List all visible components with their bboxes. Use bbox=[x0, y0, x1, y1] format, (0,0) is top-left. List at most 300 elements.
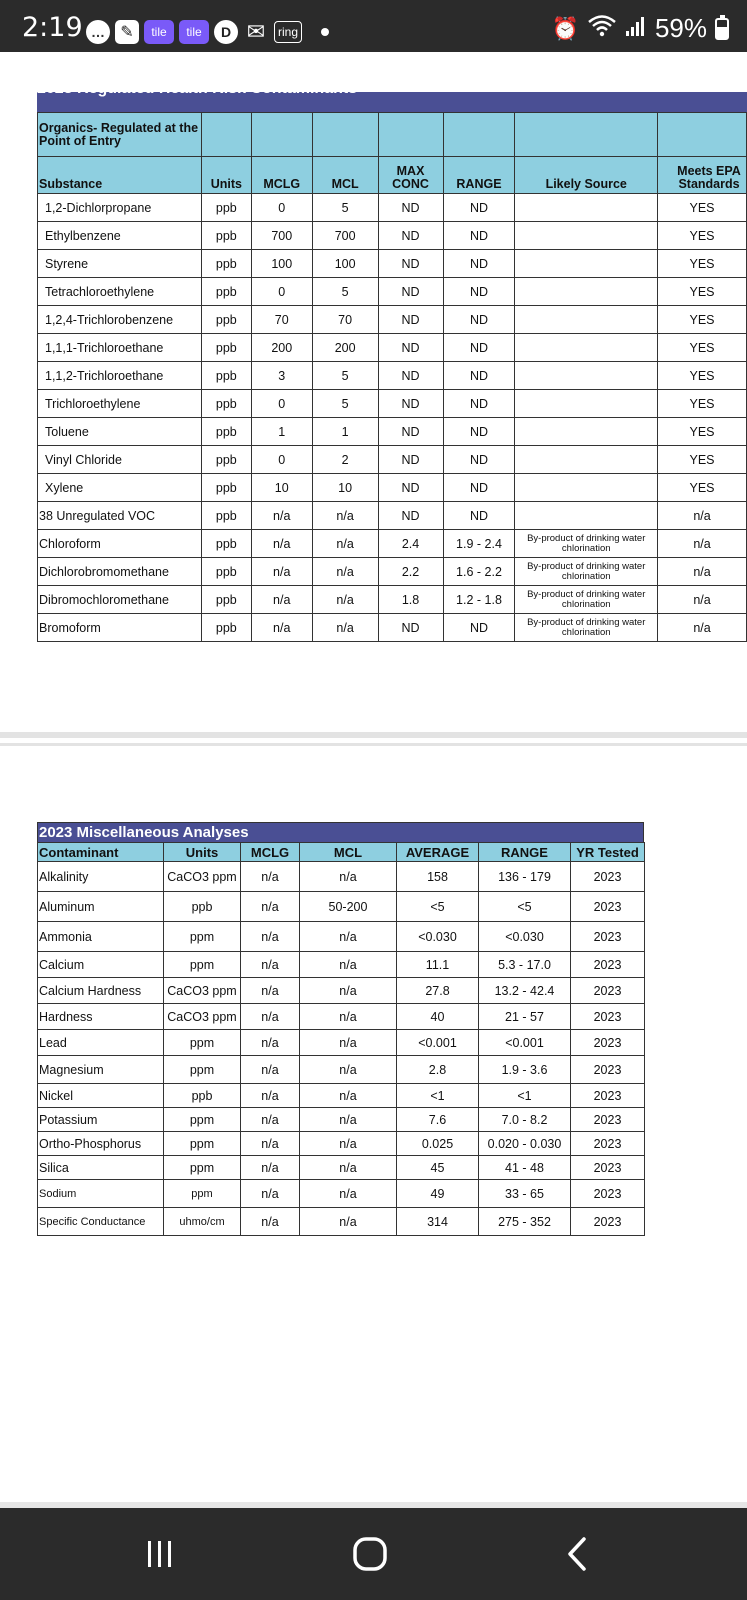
table-cell: 0.020 - 0.030 bbox=[479, 1132, 571, 1156]
table-row bbox=[38, 446, 747, 474]
table-cell: <0.030 bbox=[397, 922, 479, 952]
table-cell: 1,1,1-Trichloroethane bbox=[38, 334, 202, 362]
table-cell: 49 bbox=[397, 1180, 479, 1208]
table-cell: 1.6 - 2.2 bbox=[443, 558, 515, 586]
column-header: AVERAGE bbox=[397, 843, 479, 862]
table-cell: n/a bbox=[658, 614, 747, 642]
table-cell: 2.8 bbox=[397, 1056, 479, 1084]
battery-icon bbox=[715, 18, 729, 40]
table-cell bbox=[515, 474, 658, 502]
table-cell: n/a bbox=[312, 530, 378, 558]
table-row bbox=[38, 334, 747, 362]
table-row bbox=[38, 306, 747, 334]
table-cell: Potassium bbox=[38, 1108, 164, 1132]
table-cell: 13.2 - 42.4 bbox=[479, 978, 571, 1004]
table-cell: ppb bbox=[201, 586, 251, 614]
table-cell: 2023 bbox=[571, 862, 645, 892]
table-cell: Specific Conductance bbox=[38, 1208, 164, 1236]
table-cell: ppb bbox=[201, 278, 251, 306]
table-cell: ND bbox=[443, 306, 515, 334]
table-row bbox=[38, 614, 747, 642]
tile-icon: tile bbox=[144, 20, 174, 44]
table-cell: 2.2 bbox=[378, 558, 443, 586]
table-cell: ppm bbox=[164, 1108, 241, 1132]
back-button[interactable] bbox=[548, 1508, 608, 1600]
table-cell: Nickel bbox=[38, 1084, 164, 1108]
table-cell bbox=[515, 278, 658, 306]
table-row bbox=[38, 1004, 645, 1030]
table-cell: 158 bbox=[397, 862, 479, 892]
table-cell: Alkalinity bbox=[38, 862, 164, 892]
table-cell: ppb bbox=[164, 1084, 241, 1108]
table-cell: n/a bbox=[300, 1132, 397, 1156]
table-cell: ppm bbox=[164, 1056, 241, 1084]
table-cell: 100 bbox=[312, 250, 378, 278]
table-cell: YES bbox=[658, 222, 747, 250]
table-cell: n/a bbox=[241, 1180, 300, 1208]
home-icon bbox=[350, 1534, 390, 1574]
d-app-icon: D bbox=[214, 20, 238, 44]
table-cell: n/a bbox=[658, 558, 747, 586]
navigation-bar bbox=[0, 1508, 747, 1600]
table-cell: <0.001 bbox=[397, 1030, 479, 1056]
column-header: Units bbox=[201, 157, 251, 194]
table-cell: 2023 bbox=[571, 1208, 645, 1236]
table-cell: 1,2-Dichlorpropane bbox=[38, 194, 202, 222]
table-cell: Trichloroethylene bbox=[38, 390, 202, 418]
section-label: Organics- Regulated at the Point of Entry bbox=[38, 113, 202, 157]
table-cell: 0 bbox=[251, 194, 312, 222]
table-cell: 10 bbox=[312, 474, 378, 502]
table-cell: ND bbox=[443, 278, 515, 306]
table-cell: ppm bbox=[164, 1132, 241, 1156]
table-cell: YES bbox=[658, 194, 747, 222]
table-cell: ND bbox=[378, 306, 443, 334]
table-cell: 2023 bbox=[571, 978, 645, 1004]
table-cell: By-product of drinking water chlorination bbox=[515, 614, 658, 642]
table-cell: n/a bbox=[300, 922, 397, 952]
table-row bbox=[38, 1108, 645, 1132]
table-cell: 7.0 - 8.2 bbox=[479, 1108, 571, 1132]
battery-percent: 59% bbox=[654, 13, 707, 43]
column-header: Meets EPA Standards bbox=[658, 157, 747, 194]
table-row bbox=[38, 952, 645, 978]
table-cell: 1 bbox=[251, 418, 312, 446]
table-cell: n/a bbox=[241, 1156, 300, 1180]
table-cell: ND bbox=[443, 474, 515, 502]
table-cell: n/a bbox=[251, 502, 312, 530]
table-cell: 70 bbox=[251, 306, 312, 334]
table-cell: 2023 bbox=[571, 922, 645, 952]
table-cell: 5 bbox=[312, 194, 378, 222]
table-cell: CaCO3 ppm bbox=[164, 862, 241, 892]
recent-apps-icon bbox=[142, 1536, 178, 1572]
table-cell: YES bbox=[658, 446, 747, 474]
home-button[interactable] bbox=[340, 1508, 400, 1600]
table-cell: YES bbox=[658, 362, 747, 390]
table-cell: 2023 bbox=[571, 1180, 645, 1208]
table-cell: n/a bbox=[300, 1084, 397, 1108]
column-header: Likely Source bbox=[515, 157, 658, 194]
table-cell: 38 Unregulated VOC bbox=[38, 502, 202, 530]
page-divider bbox=[0, 732, 747, 746]
table-cell: 5 bbox=[312, 362, 378, 390]
table-row bbox=[38, 278, 747, 306]
table-cell: 2023 bbox=[571, 892, 645, 922]
table-row bbox=[38, 1208, 645, 1236]
table-cell: Calcium Hardness bbox=[38, 978, 164, 1004]
table-row bbox=[38, 922, 645, 952]
table-cell: n/a bbox=[312, 558, 378, 586]
table-cell: <0.030 bbox=[479, 922, 571, 952]
section-header-row bbox=[38, 113, 747, 157]
table-row bbox=[38, 1030, 645, 1056]
table-cell: n/a bbox=[300, 862, 397, 892]
column-header: MAX CONC bbox=[378, 157, 443, 194]
table-cell: ND bbox=[378, 502, 443, 530]
table-cell: n/a bbox=[300, 952, 397, 978]
table-cell: By-product of drinking water chlorination bbox=[515, 586, 658, 614]
document-page-1 bbox=[0, 52, 747, 732]
table-cell: 2.4 bbox=[378, 530, 443, 558]
table-cell: n/a bbox=[658, 586, 747, 614]
table-cell: 136 - 179 bbox=[479, 862, 571, 892]
table-cell: ppb bbox=[201, 558, 251, 586]
table-cell: YES bbox=[658, 334, 747, 362]
table-cell: ND bbox=[443, 250, 515, 278]
table-cell: 33 - 65 bbox=[479, 1180, 571, 1208]
table-cell: 100 bbox=[251, 250, 312, 278]
table-row bbox=[38, 586, 747, 614]
table-cell: Toluene bbox=[38, 418, 202, 446]
table-row bbox=[38, 1180, 645, 1208]
table-cell: n/a bbox=[300, 1180, 397, 1208]
table-cell: 0.025 bbox=[397, 1132, 479, 1156]
table-cell: n/a bbox=[241, 862, 300, 892]
table-cell: ND bbox=[443, 446, 515, 474]
table-cell: Calcium bbox=[38, 952, 164, 978]
table-cell: n/a bbox=[658, 530, 747, 558]
table-title-band bbox=[37, 80, 747, 112]
table-cell: 2023 bbox=[571, 1056, 645, 1084]
table-cell: n/a bbox=[658, 502, 747, 530]
table-cell: 40 bbox=[397, 1004, 479, 1030]
table-cell bbox=[515, 334, 658, 362]
table-cell: 1 bbox=[312, 418, 378, 446]
wifi-icon bbox=[587, 14, 617, 44]
table-row bbox=[38, 390, 747, 418]
table-row bbox=[38, 222, 747, 250]
table-cell: ND bbox=[378, 614, 443, 642]
table-cell: Styrene bbox=[38, 250, 202, 278]
table-cell: 200 bbox=[312, 334, 378, 362]
table-cell: 21 - 57 bbox=[479, 1004, 571, 1030]
system-icons bbox=[552, 13, 729, 44]
table-cell bbox=[515, 502, 658, 530]
table-cell: 3 bbox=[251, 362, 312, 390]
table-cell: 70 bbox=[312, 306, 378, 334]
table-row bbox=[38, 1056, 645, 1084]
table-cell: n/a bbox=[241, 1056, 300, 1084]
misc-analyses-section bbox=[37, 822, 645, 1236]
status-time: 2:19 bbox=[22, 12, 83, 43]
misc-table-title: 2023 Miscellaneous Analyses bbox=[37, 822, 644, 842]
column-header: RANGE bbox=[443, 157, 515, 194]
table-cell: Dibromochloromethane bbox=[38, 586, 202, 614]
table-cell: n/a bbox=[241, 922, 300, 952]
table-cell: 2023 bbox=[571, 1084, 645, 1108]
table-cell: 700 bbox=[251, 222, 312, 250]
column-header: MCL bbox=[300, 843, 397, 862]
table-row bbox=[38, 194, 747, 222]
table-cell: 0 bbox=[251, 390, 312, 418]
table-cell: 5 bbox=[312, 390, 378, 418]
table-cell: uhmo/cm bbox=[164, 1208, 241, 1236]
table-row bbox=[38, 1084, 645, 1108]
table-cell: ppb bbox=[164, 892, 241, 922]
column-header: YR Tested bbox=[571, 843, 645, 862]
table-cell: Bromoform bbox=[38, 614, 202, 642]
table-cell: Vinyl Chloride bbox=[38, 446, 202, 474]
table-cell: ND bbox=[378, 474, 443, 502]
column-header: RANGE bbox=[479, 843, 571, 862]
table-cell: ppb bbox=[201, 250, 251, 278]
table-cell bbox=[515, 362, 658, 390]
table-cell: CaCO3 ppm bbox=[164, 978, 241, 1004]
table-cell: n/a bbox=[241, 1108, 300, 1132]
table-cell: ND bbox=[378, 250, 443, 278]
table-cell: 275 - 352 bbox=[479, 1208, 571, 1236]
table-cell: n/a bbox=[300, 1156, 397, 1180]
table-row bbox=[38, 862, 645, 892]
recent-apps-button[interactable] bbox=[130, 1508, 190, 1600]
table-cell: n/a bbox=[251, 530, 312, 558]
table-cell: 700 bbox=[312, 222, 378, 250]
table-cell: ppb bbox=[201, 334, 251, 362]
table-cell: Ammonia bbox=[38, 922, 164, 952]
table-row bbox=[38, 1132, 645, 1156]
alarm-icon: ⏰ bbox=[551, 15, 579, 41]
table-cell: ppb bbox=[201, 418, 251, 446]
table-cell: ND bbox=[378, 194, 443, 222]
ring-icon: ring bbox=[274, 21, 302, 43]
table-cell: Tetrachloroethylene bbox=[38, 278, 202, 306]
table-cell: YES bbox=[658, 418, 747, 446]
table-cell: Dichlorobromomethane bbox=[38, 558, 202, 586]
table-cell: ND bbox=[443, 362, 515, 390]
more-notifications-dot-icon bbox=[321, 28, 329, 36]
table-row bbox=[38, 474, 747, 502]
column-header: Contaminant bbox=[38, 843, 164, 862]
table-cell: By-product of drinking water chlorination bbox=[515, 558, 658, 586]
column-header: Units bbox=[164, 843, 241, 862]
table-cell: 27.8 bbox=[397, 978, 479, 1004]
table-cell: n/a bbox=[300, 1208, 397, 1236]
column-header: MCL bbox=[312, 157, 378, 194]
table-cell: ppb bbox=[201, 446, 251, 474]
table-cell: Lead bbox=[38, 1030, 164, 1056]
table-cell: 10 bbox=[251, 474, 312, 502]
table-cell: ND bbox=[443, 614, 515, 642]
table-cell: 1.8 bbox=[378, 586, 443, 614]
table-cell: n/a bbox=[251, 586, 312, 614]
table-cell: n/a bbox=[251, 558, 312, 586]
table-cell: Ethylbenzene bbox=[38, 222, 202, 250]
table-cell bbox=[515, 222, 658, 250]
table-cell: ND bbox=[378, 362, 443, 390]
status-bar bbox=[0, 0, 747, 52]
table-cell: <0.001 bbox=[479, 1030, 571, 1056]
table-cell: 1.9 - 3.6 bbox=[479, 1056, 571, 1084]
table-cell: ND bbox=[378, 222, 443, 250]
table-cell: n/a bbox=[300, 978, 397, 1004]
table-row bbox=[38, 558, 747, 586]
table-row bbox=[38, 362, 747, 390]
table-row bbox=[38, 978, 645, 1004]
table-cell: ND bbox=[378, 418, 443, 446]
table-cell bbox=[515, 194, 658, 222]
table-cell: Xylene bbox=[38, 474, 202, 502]
table-cell: ppb bbox=[201, 614, 251, 642]
table-cell: <5 bbox=[397, 892, 479, 922]
app-icon: ✎ bbox=[115, 20, 139, 44]
table-cell: ND bbox=[378, 334, 443, 362]
table-cell: 45 bbox=[397, 1156, 479, 1180]
table-cell: 1.9 - 2.4 bbox=[443, 530, 515, 558]
table-cell: 50-200 bbox=[300, 892, 397, 922]
table-cell: ppm bbox=[164, 1030, 241, 1056]
table-cell: n/a bbox=[241, 1084, 300, 1108]
table-cell: n/a bbox=[251, 614, 312, 642]
tile-icon: tile bbox=[179, 20, 209, 44]
table-cell: 314 bbox=[397, 1208, 479, 1236]
table-cell: ND bbox=[378, 390, 443, 418]
table-cell: YES bbox=[658, 306, 747, 334]
table-row bbox=[38, 892, 645, 922]
table-cell: n/a bbox=[241, 1208, 300, 1236]
back-icon bbox=[560, 1534, 596, 1574]
table-cell: ND bbox=[443, 418, 515, 446]
table-cell: ppb bbox=[201, 502, 251, 530]
table-cell: ppm bbox=[164, 1156, 241, 1180]
table-cell: 0 bbox=[251, 446, 312, 474]
table-cell: 200 bbox=[251, 334, 312, 362]
misc-analyses-table bbox=[37, 842, 645, 1236]
column-header: MCLG bbox=[241, 843, 300, 862]
table-cell: n/a bbox=[312, 502, 378, 530]
table-cell bbox=[515, 306, 658, 334]
table-body bbox=[38, 862, 645, 1236]
table-cell: ppm bbox=[164, 1180, 241, 1208]
table-cell bbox=[515, 250, 658, 278]
table-cell: ND bbox=[378, 278, 443, 306]
messages-icon: … bbox=[86, 20, 110, 44]
table-cell: n/a bbox=[241, 952, 300, 978]
table-cell: n/a bbox=[300, 1004, 397, 1030]
table-cell: n/a bbox=[300, 1030, 397, 1056]
table-cell: n/a bbox=[241, 978, 300, 1004]
table-row bbox=[38, 1156, 645, 1180]
table-cell: ND bbox=[378, 446, 443, 474]
column-header: Substance bbox=[38, 157, 202, 194]
table-cell: n/a bbox=[300, 1108, 397, 1132]
table-cell: ppb bbox=[201, 306, 251, 334]
table-cell: Chloroform bbox=[38, 530, 202, 558]
table-cell: ppb bbox=[201, 530, 251, 558]
table-row bbox=[38, 418, 747, 446]
table-row bbox=[38, 502, 747, 530]
table-cell: By-product of drinking water chlorination bbox=[515, 530, 658, 558]
column-header-row bbox=[38, 843, 645, 862]
table-cell: Ortho-Phosphorus bbox=[38, 1132, 164, 1156]
table-cell: CaCO3 ppm bbox=[164, 1004, 241, 1030]
signal-icon bbox=[625, 15, 647, 43]
table-cell: n/a bbox=[300, 1056, 397, 1084]
table-cell: ppb bbox=[201, 390, 251, 418]
regulated-contaminants-table bbox=[37, 112, 747, 642]
column-header: MCLG bbox=[251, 157, 312, 194]
notification-icons bbox=[86, 20, 329, 44]
table-cell: Magnesium bbox=[38, 1056, 164, 1084]
table-cell: n/a bbox=[241, 1030, 300, 1056]
table-cell: 5 bbox=[312, 278, 378, 306]
table-row bbox=[38, 530, 747, 558]
table-cell: YES bbox=[658, 474, 747, 502]
table-cell: n/a bbox=[312, 614, 378, 642]
table-cell: ND bbox=[443, 334, 515, 362]
table-cell: ppm bbox=[164, 922, 241, 952]
table-cell: ppb bbox=[201, 222, 251, 250]
column-header-row bbox=[38, 157, 747, 194]
table-cell: 2023 bbox=[571, 1030, 645, 1056]
table-cell: 11.1 bbox=[397, 952, 479, 978]
table-cell: YES bbox=[658, 390, 747, 418]
table-cell: 41 - 48 bbox=[479, 1156, 571, 1180]
table-cell: <1 bbox=[479, 1084, 571, 1108]
table-cell: Silica bbox=[38, 1156, 164, 1180]
table-cell: 2023 bbox=[571, 1004, 645, 1030]
table-cell: 1,2,4-Trichlorobenzene bbox=[38, 306, 202, 334]
table-cell: YES bbox=[658, 250, 747, 278]
table-cell bbox=[515, 446, 658, 474]
table-cell: ppb bbox=[201, 474, 251, 502]
table-cell: 2 bbox=[312, 446, 378, 474]
table-title: 2023 Regulated Health Risk Contaminants bbox=[37, 80, 358, 97]
table-cell: n/a bbox=[312, 586, 378, 614]
table-cell bbox=[515, 418, 658, 446]
table-cell: 1.2 - 1.8 bbox=[443, 586, 515, 614]
table-cell: 5.3 - 17.0 bbox=[479, 952, 571, 978]
table-cell: 2023 bbox=[571, 1108, 645, 1132]
table-cell: ND bbox=[443, 194, 515, 222]
table-cell: ppm bbox=[164, 952, 241, 978]
table-row bbox=[38, 250, 747, 278]
table-cell: n/a bbox=[241, 892, 300, 922]
table-cell: 0 bbox=[251, 278, 312, 306]
table-cell: Hardness bbox=[38, 1004, 164, 1030]
table-cell: 7.6 bbox=[397, 1108, 479, 1132]
table-cell: 2023 bbox=[571, 952, 645, 978]
table-cell: <1 bbox=[397, 1084, 479, 1108]
table-cell: Sodium bbox=[38, 1180, 164, 1208]
table-cell: ppb bbox=[201, 362, 251, 390]
table-cell: n/a bbox=[241, 1004, 300, 1030]
table-body bbox=[38, 194, 747, 642]
table-cell: ND bbox=[443, 502, 515, 530]
table-cell: n/a bbox=[241, 1132, 300, 1156]
table-cell: ND bbox=[443, 390, 515, 418]
table-cell: 2023 bbox=[571, 1132, 645, 1156]
